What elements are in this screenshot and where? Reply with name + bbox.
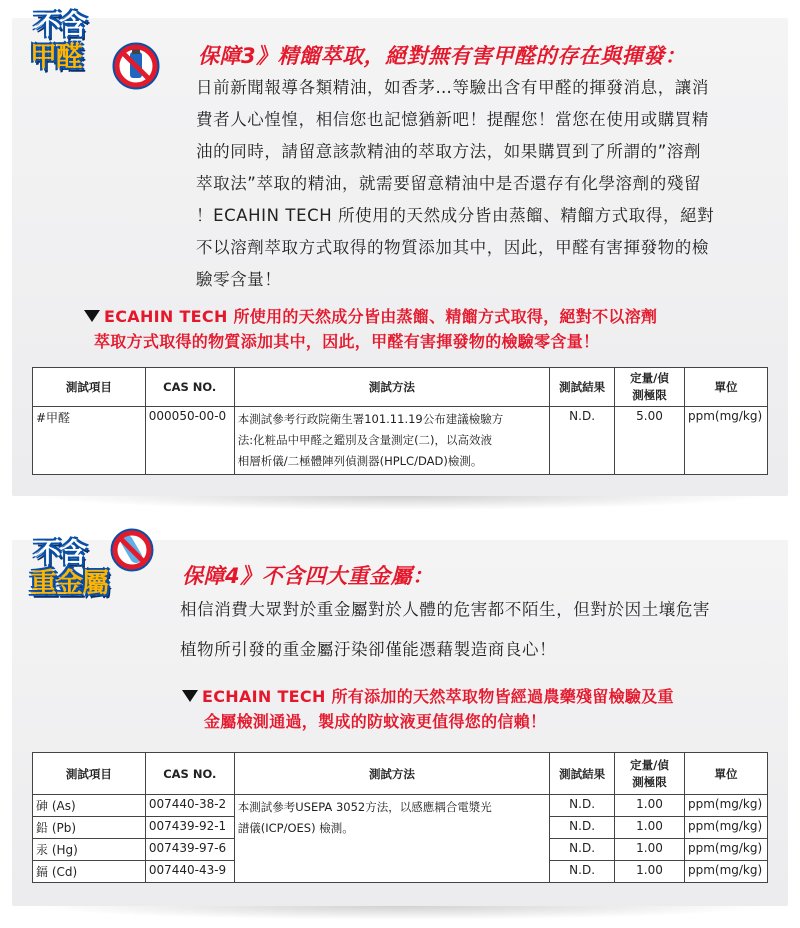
cell-item: 汞 (Hg): [33, 839, 146, 861]
cell-cas: 007440-43-9: [145, 861, 234, 883]
cell-cas: 007439-97-6: [145, 839, 234, 861]
cell-result: N.D.: [550, 861, 615, 883]
cell-item: 鎘 (Cd): [33, 861, 146, 883]
header-item: 測試項目: [33, 368, 146, 407]
cell-unit: ppm(mg/kg): [684, 861, 767, 883]
section1-paragraph: [196, 72, 776, 296]
cell-unit: ppm(mg/kg): [684, 795, 767, 817]
header-limit: 定量/偵 測極限: [615, 368, 685, 407]
cell-cas: 000050-00-0: [145, 407, 234, 475]
header-cas: CAS NO.: [145, 368, 234, 407]
down-arrow-icon: [82, 308, 102, 324]
cell-unit: ppm(mg/kg): [684, 817, 767, 839]
header-method: 測試方法: [234, 753, 549, 795]
notice-line: ECAHIN TECH 所使用的天然成分皆由蒸餾、精餾方式取得，絕對不以溶劑: [104, 307, 658, 326]
cell-unit: ppm(mg/kg): [684, 839, 767, 861]
notice-line: 金屬檢測通過，製成的防蚊液更值得您的信賴！: [204, 712, 547, 731]
table-row: [33, 407, 768, 475]
header-item: 測試項目: [33, 753, 146, 795]
badge-line2: 甲醛: [30, 42, 82, 73]
cell-limit: 1.00: [615, 795, 685, 817]
no-formaldehyde-badge: [30, 6, 148, 94]
badge-line1: 不含: [34, 10, 86, 41]
paragraph-line: 驗零含量！: [196, 270, 282, 289]
section1-heading: 保障3》精餾萃取，絕對無有害甲醛的存在與揮發：: [198, 44, 687, 68]
header-cas: CAS NO.: [145, 753, 234, 795]
down-arrow-icon: [180, 688, 200, 704]
no-heavy-metal-badge: [30, 526, 148, 614]
paragraph-line: 萃取法”萃取的精油，就需要留意精油中是否還存有化學溶劑的殘留: [196, 174, 702, 193]
paragraph-line: 費者人心惶惶，相信您也記憶猶新吧！提醒您！當您在使用或購買精: [196, 110, 709, 129]
badge-line1: 不含: [34, 538, 86, 569]
cell-unit: ppm(mg/kg): [684, 407, 767, 475]
cell-method: 本測試參考行政院衛生署101.11.19公布建議檢驗方 法:化粧品中甲醛之鑑別及含量測定(二)，以高效液 相層析儀/二極體陣列偵測器(HPLC/DAD)檢測。: [234, 407, 549, 475]
paragraph-line: 植物所引發的重金屬汙染卻僅能憑藉製造商良心！: [180, 640, 557, 659]
cell-cas: 007440-38-2: [145, 795, 234, 817]
no-bottle-icon: [110, 40, 162, 92]
paragraph-line: ！ECAHIN TECH 所使用的天然成分皆由蒸餾、精餾方式取得，絕對: [196, 206, 715, 225]
no-tube-icon: [108, 526, 156, 574]
cell-limit: 1.00: [615, 861, 685, 883]
cell-result: N.D.: [550, 407, 615, 475]
cell-item: 砷 (As): [33, 795, 146, 817]
formaldehyde-results-table: [32, 367, 768, 475]
heavy-metal-results-table: [32, 752, 768, 883]
paragraph-line: 不以溶劑萃取方式取得的物質添加其中，因此，甲醛有害揮發物的檢: [196, 238, 709, 257]
section2-paragraph: [180, 590, 780, 670]
header-result: 測試結果: [550, 368, 615, 407]
section2-heading: 保障4》不含四大重金屬：: [182, 564, 434, 588]
badge-line2: 重金屬: [30, 568, 108, 599]
header-limit: 定量/偵 測極限: [615, 753, 685, 795]
cell-result: N.D.: [550, 795, 615, 817]
table-header-row: [33, 753, 768, 795]
header-method: 測試方法: [234, 368, 549, 407]
cell-item: 鉛 (Pb): [33, 817, 146, 839]
notice-line: 萃取方式取得的物質添加其中，因此，甲醛有害揮發物的檢驗零含量！: [94, 332, 600, 351]
header-unit: 單位: [684, 753, 767, 795]
table-row: [33, 795, 768, 817]
notice-line: ECHAIN TECH 所有添加的天然萃取物皆經過農藥殘留檢驗及重: [202, 687, 674, 706]
header-result: 測試結果: [550, 753, 615, 795]
cell-limit: 1.00: [615, 817, 685, 839]
paragraph-line: 日前新聞報導各類精油，如香茅…等驗出含有甲醛的揮發消息，讓消: [196, 78, 709, 97]
cell-result: N.D.: [550, 839, 615, 861]
section1-notice: [82, 304, 772, 354]
cell-limit: 1.00: [615, 839, 685, 861]
table-header-row: [33, 368, 768, 407]
paragraph-line: 相信消費大眾對於重金屬對於人體的危害都不陌生，但對於因土壤危害: [180, 600, 711, 619]
paragraph-line: 油的同時，請留意該款精油的萃取方法，如果購買到了所謂的”溶劑: [196, 142, 702, 161]
cell-cas: 007439-92-1: [145, 817, 234, 839]
cell-item: #甲醛: [33, 407, 146, 475]
header-unit: 單位: [684, 368, 767, 407]
cell-limit: 5.00: [615, 407, 685, 475]
cell-result: N.D.: [550, 817, 615, 839]
cell-method: 本測試參考USEPA 3052方法，以感應耦合電漿光 譜儀(ICP/OES) 檢測。: [234, 795, 549, 883]
section2-notice: [180, 684, 780, 734]
